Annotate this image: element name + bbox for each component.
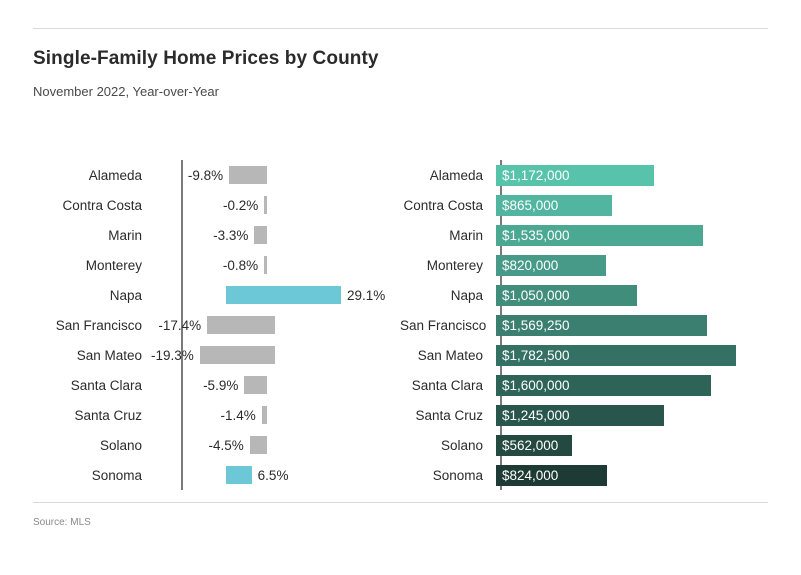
- county-label: Sonoma: [432, 467, 483, 483]
- negative-bar: [264, 256, 267, 274]
- price-value-label: $1,245,000: [502, 408, 570, 423]
- percent-change-chart: [33, 160, 453, 490]
- county-label: Marin: [108, 227, 142, 243]
- price-bar-track: [492, 430, 770, 460]
- county-label: San Mateo: [76, 347, 142, 363]
- top-divider: [33, 28, 768, 29]
- county-label: Napa: [109, 287, 142, 303]
- page-title: Single-Family Home Prices by County: [33, 48, 379, 69]
- price-bar: [496, 405, 664, 426]
- source-note: Source: MLS: [33, 517, 91, 528]
- price-row: [400, 430, 770, 460]
- value-label: 29.1%: [347, 287, 386, 303]
- negative-bar: [244, 376, 267, 394]
- percent-change-row: [33, 460, 453, 490]
- price-bar: [496, 465, 607, 486]
- negative-bar: [200, 346, 275, 364]
- county-label: San Francisco: [55, 317, 142, 333]
- price-bar: [496, 255, 606, 276]
- price-bar-track: [492, 400, 770, 430]
- price-row: [400, 160, 770, 190]
- price-row: [400, 280, 770, 310]
- positive-bar: [226, 286, 341, 304]
- value-label: -1.4%: [220, 407, 256, 423]
- county-label: Sonoma: [91, 467, 142, 483]
- price-bar-track: [492, 220, 770, 250]
- price-bar-track: [492, 280, 770, 310]
- county-label: Napa: [450, 287, 483, 303]
- county-label: Solano: [440, 437, 483, 453]
- price-value-label: $1,535,000: [502, 228, 570, 243]
- price-bar: [496, 225, 703, 246]
- percent-change-row: [33, 370, 453, 400]
- price-bar: [496, 345, 736, 366]
- price-row: [400, 340, 770, 370]
- county-label: San Mateo: [417, 347, 483, 363]
- negative-bar: [262, 406, 267, 424]
- county-label: Santa Clara: [70, 377, 142, 393]
- percent-change-row: [33, 160, 453, 190]
- price-bar: [496, 165, 654, 186]
- percent-change-row: [33, 220, 453, 250]
- price-bar: [496, 285, 637, 306]
- price-row: [400, 250, 770, 280]
- value-label: -5.9%: [203, 377, 239, 393]
- value-label: -19.3%: [151, 347, 194, 363]
- price-value-label: $1,050,000: [502, 288, 570, 303]
- negative-bar: [207, 316, 275, 334]
- page-subtitle: November 2022, Year-over-Year: [33, 84, 219, 99]
- price-value-label: $1,569,250: [502, 318, 570, 333]
- county-label: San Francisco: [400, 317, 487, 333]
- price-bar-track: [492, 370, 770, 400]
- negative-bar: [254, 226, 267, 244]
- price-value-label: $865,000: [502, 198, 559, 213]
- value-label: -3.3%: [213, 227, 249, 243]
- value-label: -0.2%: [223, 197, 259, 213]
- county-label: Alameda: [429, 167, 483, 183]
- price-row: [400, 370, 770, 400]
- value-label: 6.5%: [257, 467, 289, 483]
- price-row: [400, 310, 770, 340]
- county-label: Contra Costa: [62, 197, 142, 213]
- positive-bar: [226, 466, 252, 484]
- bottom-divider: [33, 502, 768, 503]
- price-row: [400, 220, 770, 250]
- price-bar-track: [492, 310, 770, 340]
- price-row: [400, 190, 770, 220]
- percent-change-row: [33, 280, 453, 310]
- county-label: Marin: [449, 227, 483, 243]
- percent-change-row: [33, 400, 453, 430]
- median-price-chart: [400, 160, 770, 490]
- percent-change-row: [33, 430, 453, 460]
- price-bar: [496, 375, 711, 396]
- value-label: -4.5%: [208, 437, 244, 453]
- price-bar: [496, 315, 707, 336]
- county-label: Monterey: [85, 257, 142, 273]
- value-label: -17.4%: [158, 317, 202, 333]
- price-row: [400, 460, 770, 490]
- county-label: Santa Clara: [411, 377, 483, 393]
- county-label: Alameda: [88, 167, 142, 183]
- negative-bar: [229, 166, 267, 184]
- price-bar-track: [492, 250, 770, 280]
- price-bar: [496, 195, 612, 216]
- price-value-label: $562,000: [502, 438, 559, 453]
- price-bar-track: [492, 190, 770, 220]
- price-value-label: $1,172,000: [502, 168, 570, 183]
- percent-change-row: [33, 310, 453, 340]
- percent-change-row: [33, 190, 453, 220]
- percent-change-row: [33, 250, 453, 280]
- price-value-label: $824,000: [502, 468, 559, 483]
- value-label: -0.8%: [222, 257, 259, 273]
- price-bar-track: [492, 160, 770, 190]
- value-label: -9.8%: [187, 167, 224, 183]
- county-label: Solano: [99, 437, 142, 453]
- price-bar-track: [492, 460, 770, 490]
- county-label: Monterey: [426, 257, 483, 273]
- negative-bar: [264, 196, 267, 214]
- negative-bar: [250, 436, 267, 454]
- county-label: Contra Costa: [403, 197, 483, 213]
- price-value-label: $1,600,000: [502, 378, 570, 393]
- price-bar: [496, 435, 572, 456]
- percent-change-row: [33, 340, 453, 370]
- price-value-label: $1,782,500: [502, 348, 570, 363]
- county-label: Santa Cruz: [415, 407, 483, 423]
- county-label: Santa Cruz: [74, 407, 142, 423]
- price-row: [400, 400, 770, 430]
- price-bar-track: [492, 340, 770, 370]
- price-value-label: $820,000: [502, 258, 559, 273]
